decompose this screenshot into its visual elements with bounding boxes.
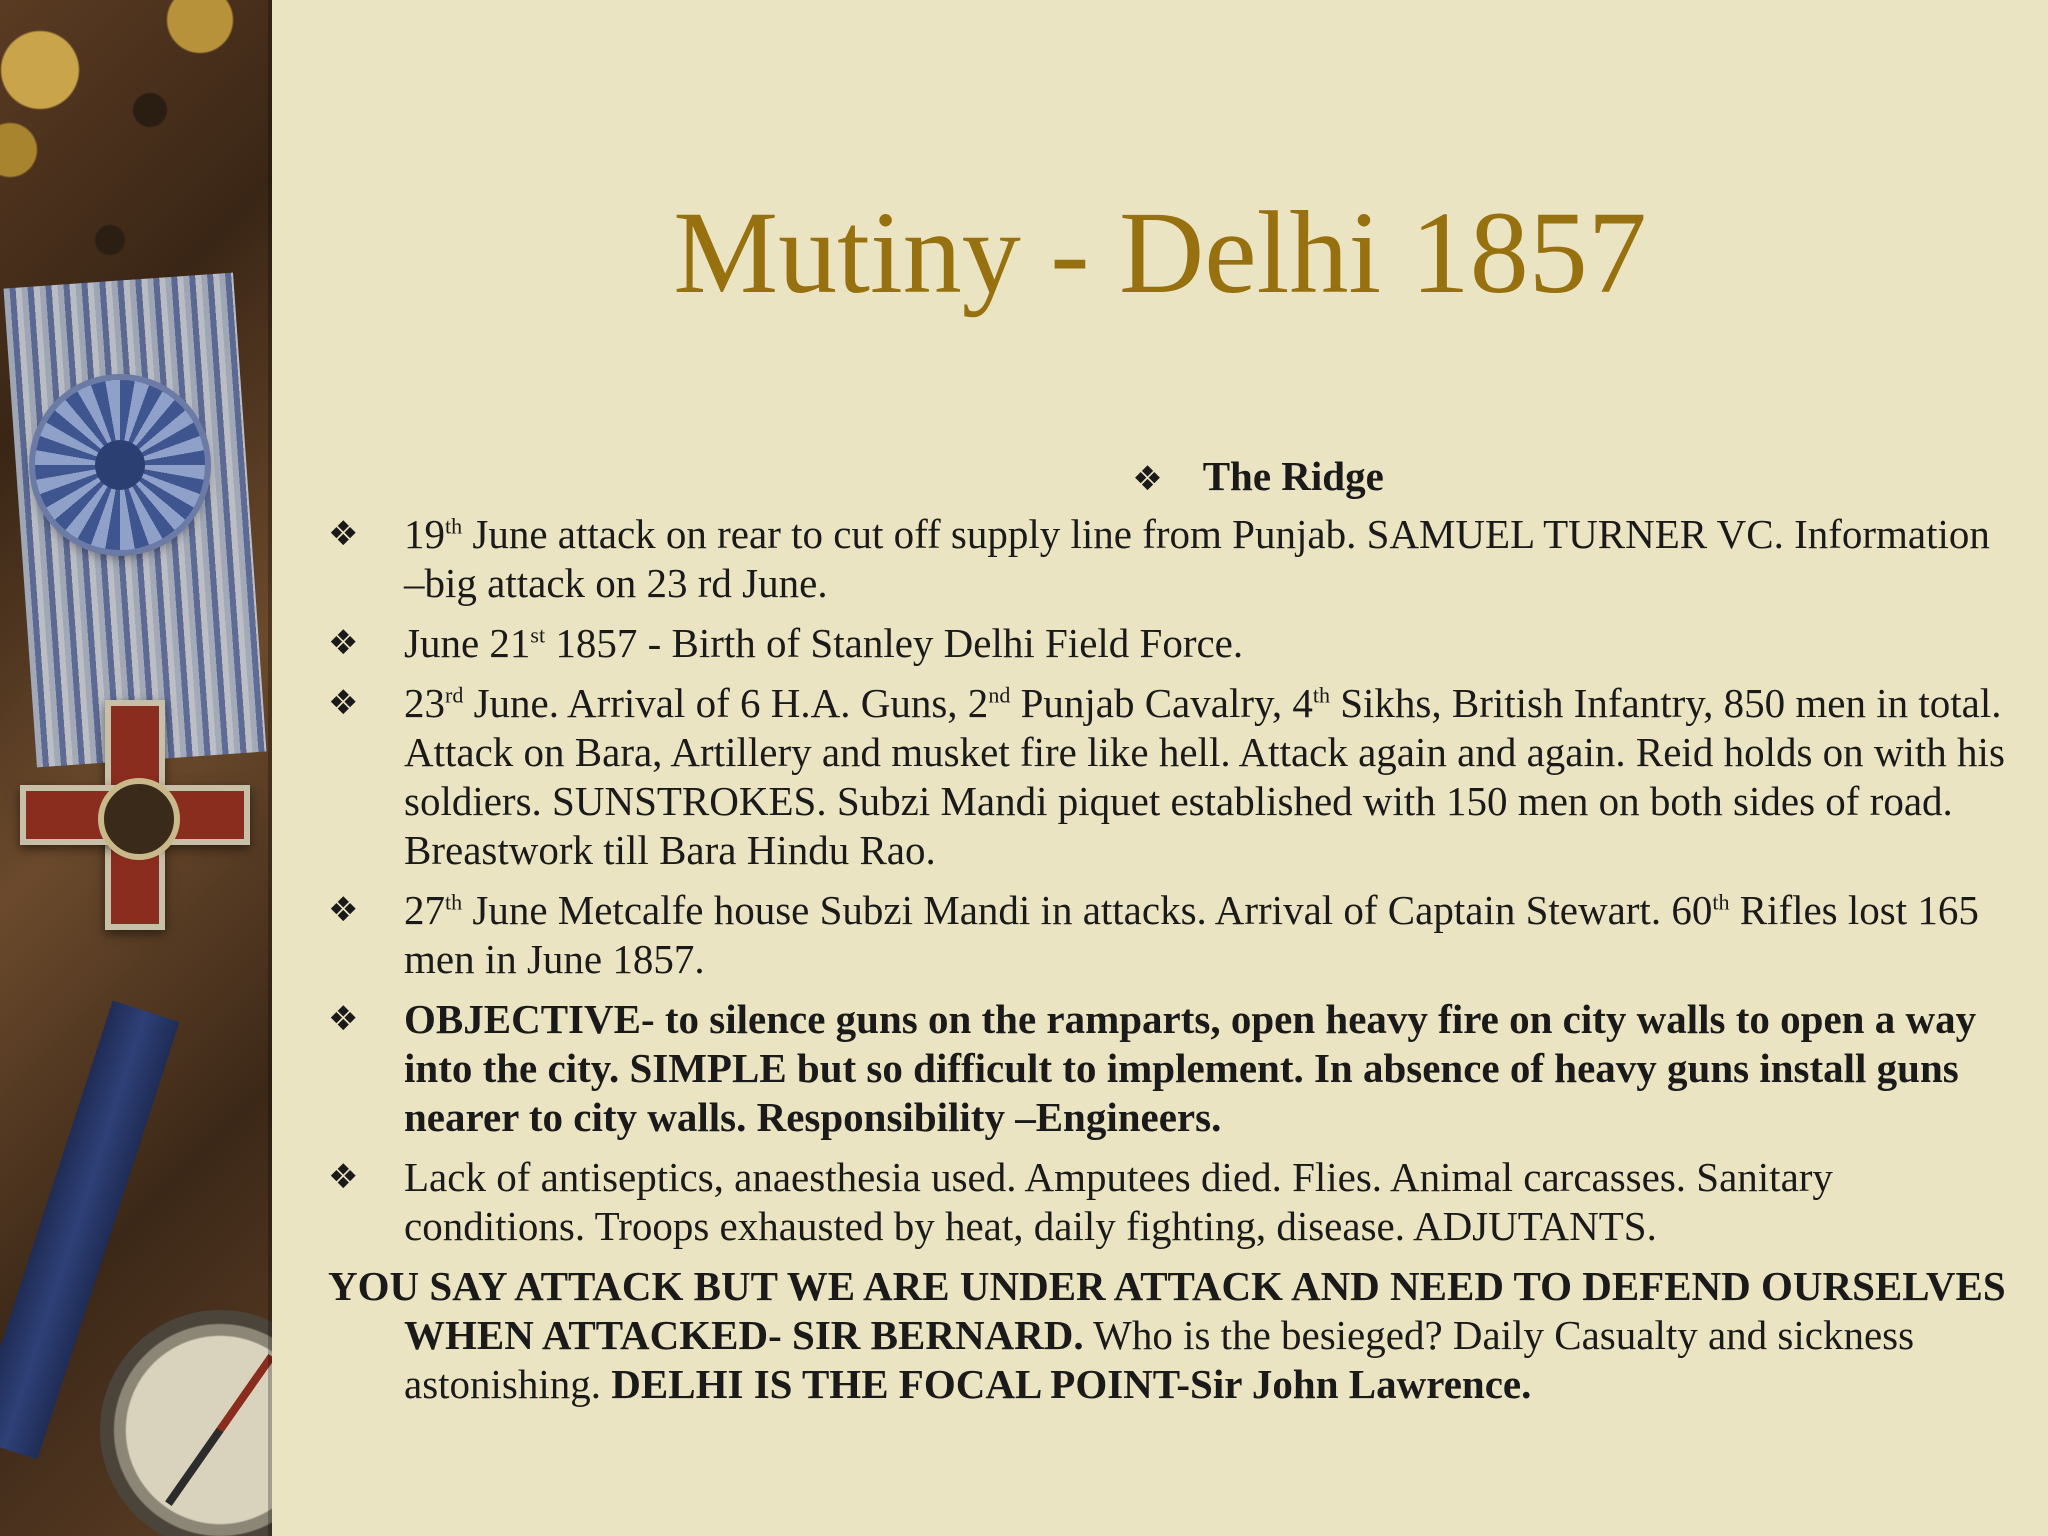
diamond-bullet-icon: ❖: [328, 890, 359, 930]
diamond-bullet-icon: ❖: [328, 1157, 359, 1197]
diamond-bullet-icon: ❖: [328, 514, 359, 554]
ribbon-rosette-image: [35, 380, 205, 550]
bullet-item-june-21: ❖ June 21st 1857 - Birth of Stanley Delhi Field Force.: [328, 620, 1244, 666]
slide-title: Mutiny - Delhi 1857: [673, 187, 1647, 318]
bullet-item-june-19: ❖ 19th June attack on rear to cut off supply line from Punjab. SAMUEL TURNER VC. Information –big attack on 23 rd June.: [328, 511, 1990, 606]
diamond-bullet-icon: ❖: [1132, 459, 1163, 499]
subhead-text: The Ridge: [1202, 453, 1384, 499]
section-subhead: [508, 452, 2008, 504]
decorative-medal-photo: [0, 0, 272, 1536]
diamond-bullet-icon: ❖: [328, 999, 359, 1039]
bullet-item-june-23: ❖ 23rd June. Arrival of 6 H.A. Guns, 2nd Punjab Cavalry, 4th Sikhs, British Infantry, 850 men in total. Attack on Bara, Artillery and musket fire like hell. Attack again and again. Reid holds on with his soldiers. SUNSTROKES. Subzi Mandi piquet established with 150 men on both sides of road. Breastwork till Bara Hindu Rao.: [328, 680, 2005, 873]
closing-paragraph: YOU SAY ATTACK BUT WE ARE UNDER ATTACK AND NEED TO DEFEND OURSELVES WHEN ATTACKED- SIR BERNARD. Who is the besieged? Daily Casualty and sickness astonishing. DELHI IS THE FOCAL POINT-Sir John Lawrence.: [328, 1263, 2006, 1407]
bullet-item-june-27: ❖ 27th June Metcalfe house Subzi Mandi in attacks. Arrival of Captain Stewart. 60th Rifles lost 165 men in June 1857.: [328, 887, 1979, 982]
diamond-bullet-icon: ❖: [328, 623, 359, 663]
compass-image: [100, 1310, 272, 1536]
maltese-cross-medal-image: [20, 700, 250, 930]
bullet-item-conditions: ❖ Lack of antiseptics, anaesthesia used. Amputees died. Flies. Animal carcasses. Sanitary conditions. Troops exhausted by heat, daily fighting, disease. ADJUTANTS.: [328, 1154, 1833, 1249]
diamond-bullet-icon: ❖: [328, 683, 359, 723]
slide-body: [328, 452, 2008, 1409]
bullet-item-objective: ❖ OBJECTIVE- to silence guns on the ramparts, open heavy fire on city walls to open a way into the city. SIMPLE but so difficult to implement. In absence of heavy guns install guns nearer to city walls. Responsibility –Engineers.: [328, 996, 1977, 1140]
